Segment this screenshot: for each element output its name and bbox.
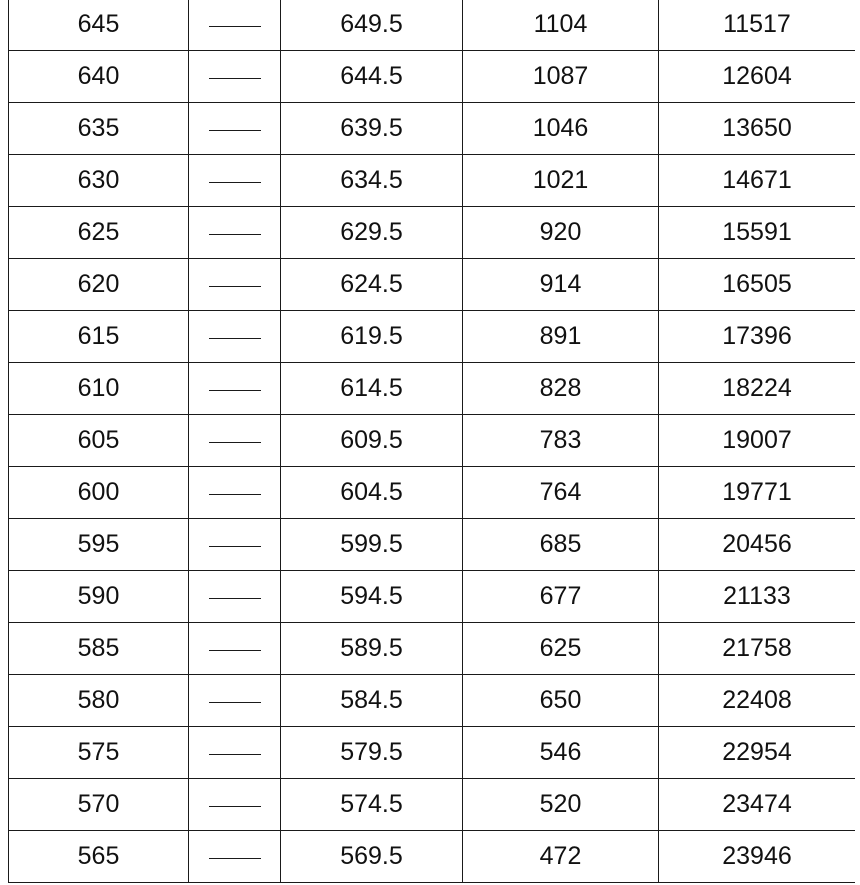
score-upper-cell	[281, 675, 463, 727]
cell-value: 644.5	[340, 62, 403, 90]
cell-value: 565	[77, 842, 120, 870]
count-cell	[463, 311, 659, 363]
count-cell	[463, 259, 659, 311]
score-lower-cell	[9, 51, 189, 103]
cell-value: 594.5	[340, 582, 403, 610]
cell-value: 914	[539, 270, 582, 298]
dash-text	[261, 584, 262, 585]
count-cell	[463, 51, 659, 103]
score-upper-cell	[281, 363, 463, 415]
range-dash-cell	[189, 571, 281, 623]
range-dash-cell	[189, 259, 281, 311]
cell-value: 639.5	[340, 114, 403, 142]
cumulative-count-cell	[659, 727, 856, 779]
score-lower-cell	[9, 623, 189, 675]
cell-value: 630	[77, 166, 120, 194]
cell-value: 604.5	[340, 478, 403, 506]
dash-text	[261, 324, 262, 325]
range-dash-cell	[189, 727, 281, 779]
dash-text	[261, 688, 262, 689]
score-lower-cell	[9, 831, 189, 883]
table-row	[9, 51, 856, 103]
score-upper-cell	[281, 571, 463, 623]
dash-text	[261, 428, 262, 429]
dash-line	[209, 26, 261, 27]
cumulative-count-cell	[659, 571, 856, 623]
cell-value: 19771	[722, 478, 792, 506]
count-cell	[463, 519, 659, 571]
range-dash-cell	[189, 467, 281, 519]
cumulative-count-cell	[659, 779, 856, 831]
score-upper-cell	[281, 831, 463, 883]
cumulative-count-cell	[659, 519, 856, 571]
count-cell	[463, 779, 659, 831]
cumulative-count-cell	[659, 415, 856, 467]
cell-value: 625	[77, 218, 120, 246]
cell-value: 21758	[722, 634, 792, 662]
table-row	[9, 571, 856, 623]
range-dash-cell	[189, 51, 281, 103]
score-lower-cell	[9, 415, 189, 467]
range-dash-cell	[189, 623, 281, 675]
cumulative-count-cell	[659, 363, 856, 415]
cumulative-count-cell	[659, 675, 856, 727]
range-dash-cell	[189, 103, 281, 155]
score-table-container	[8, 0, 855, 885]
cell-value: 570	[77, 790, 120, 818]
cell-value: 624.5	[340, 270, 403, 298]
range-dash-cell	[189, 155, 281, 207]
dash-text	[261, 740, 262, 741]
score-lower-cell	[9, 155, 189, 207]
score-distribution-table	[8, 0, 855, 883]
dash-line	[209, 754, 261, 755]
table-row	[9, 675, 856, 727]
cumulative-count-cell	[659, 51, 856, 103]
dash-line	[209, 286, 261, 287]
cumulative-count-cell	[659, 259, 856, 311]
cell-value: 23474	[722, 790, 792, 818]
cell-value: 764	[539, 478, 582, 506]
cell-value: 575	[77, 738, 120, 766]
range-dash-cell	[189, 311, 281, 363]
cell-value: 18224	[722, 374, 792, 402]
cell-value: 634.5	[340, 166, 403, 194]
cell-value: 15591	[722, 218, 792, 246]
cell-value: 16505	[722, 270, 792, 298]
cell-value: 22408	[722, 686, 792, 714]
cell-value: 11517	[723, 10, 791, 38]
cell-value: 17396	[722, 322, 792, 350]
score-lower-cell	[9, 311, 189, 363]
dash-line	[209, 338, 261, 339]
cell-value: 828	[539, 374, 582, 402]
cumulative-count-cell	[659, 311, 856, 363]
dash-line	[209, 858, 261, 859]
dash-line	[209, 806, 261, 807]
range-dash-cell	[189, 0, 281, 51]
cell-value: 891	[539, 322, 582, 350]
dash-line	[209, 494, 261, 495]
cell-value: 615	[77, 322, 120, 350]
table-row	[9, 519, 856, 571]
score-upper-cell	[281, 727, 463, 779]
dash-text	[261, 480, 262, 481]
cumulative-count-cell	[659, 103, 856, 155]
count-cell	[463, 155, 659, 207]
cell-value: 619.5	[340, 322, 403, 350]
cell-value: 12604	[722, 62, 792, 90]
dash-text	[261, 792, 262, 793]
count-cell	[463, 623, 659, 675]
count-cell	[463, 831, 659, 883]
cell-value: 22954	[722, 738, 792, 766]
table-row	[9, 779, 856, 831]
cell-value: 599.5	[340, 530, 403, 558]
score-lower-cell	[9, 779, 189, 831]
score-lower-cell	[9, 519, 189, 571]
dash-text	[261, 636, 262, 637]
score-lower-cell	[9, 103, 189, 155]
range-dash-cell	[189, 831, 281, 883]
table-row	[9, 467, 856, 519]
score-upper-cell	[281, 311, 463, 363]
cumulative-count-cell	[659, 207, 856, 259]
count-cell	[463, 467, 659, 519]
cell-value: 569.5	[340, 842, 403, 870]
cell-value: 13650	[722, 114, 792, 142]
cell-value: 585	[77, 634, 120, 662]
cell-value: 520	[539, 790, 582, 818]
range-dash-cell	[189, 415, 281, 467]
score-lower-cell	[9, 727, 189, 779]
count-cell	[463, 415, 659, 467]
score-upper-cell	[281, 779, 463, 831]
cell-value: 609.5	[340, 426, 403, 454]
score-lower-cell	[9, 259, 189, 311]
range-dash-cell	[189, 207, 281, 259]
cell-value: 625	[539, 634, 582, 662]
dash-text	[261, 376, 262, 377]
count-cell	[463, 675, 659, 727]
score-upper-cell	[281, 103, 463, 155]
score-lower-cell	[9, 207, 189, 259]
cumulative-count-cell	[659, 0, 856, 51]
score-upper-cell	[281, 207, 463, 259]
score-upper-cell	[281, 467, 463, 519]
table-row	[9, 415, 856, 467]
table-row	[9, 311, 856, 363]
score-lower-cell	[9, 467, 189, 519]
cell-value: 649.5	[340, 10, 403, 38]
table-row	[9, 207, 856, 259]
dash-text	[261, 220, 262, 221]
cell-value: 546	[539, 738, 582, 766]
range-dash-cell	[189, 363, 281, 415]
cumulative-count-cell	[659, 155, 856, 207]
cell-value: 472	[539, 842, 582, 870]
score-lower-cell	[9, 363, 189, 415]
dash-line	[209, 702, 261, 703]
cell-value: 589.5	[340, 634, 403, 662]
cell-value: 21133	[723, 582, 791, 610]
dash-line	[209, 442, 261, 443]
score-upper-cell	[281, 155, 463, 207]
cell-value: 14671	[722, 166, 792, 194]
dash-text	[261, 844, 262, 845]
cell-value: 640	[77, 62, 120, 90]
dash-text	[261, 116, 262, 117]
dash-text	[261, 272, 262, 273]
cell-value: 920	[539, 218, 582, 246]
count-cell	[463, 727, 659, 779]
score-lower-cell	[9, 0, 189, 51]
cell-value: 600	[77, 478, 120, 506]
cell-value: 783	[539, 426, 582, 454]
cell-value: 605	[77, 426, 120, 454]
cell-value: 610	[77, 374, 120, 402]
dash-text	[261, 64, 262, 65]
cell-value: 635	[77, 114, 120, 142]
count-cell	[463, 0, 659, 51]
dash-text	[261, 168, 262, 169]
cell-value: 1087	[532, 62, 589, 90]
cell-value: 650	[539, 686, 582, 714]
table-row	[9, 363, 856, 415]
count-cell	[463, 103, 659, 155]
score-upper-cell	[281, 0, 463, 51]
table-row	[9, 831, 856, 883]
cell-value: 580	[77, 686, 120, 714]
count-cell	[463, 363, 659, 415]
cell-value: 19007	[722, 426, 792, 454]
cell-value: 685	[539, 530, 582, 558]
cell-value: 579.5	[340, 738, 403, 766]
cell-value: 1104	[533, 10, 588, 38]
score-lower-cell	[9, 571, 189, 623]
table-body	[9, 0, 856, 883]
table-row	[9, 259, 856, 311]
score-upper-cell	[281, 259, 463, 311]
cell-value: 645	[77, 10, 120, 38]
range-dash-cell	[189, 519, 281, 571]
dash-line	[209, 130, 261, 131]
dash-text	[261, 12, 262, 13]
dash-line	[209, 78, 261, 79]
score-upper-cell	[281, 519, 463, 571]
count-cell	[463, 571, 659, 623]
cell-value: 23946	[722, 842, 792, 870]
score-upper-cell	[281, 415, 463, 467]
count-cell	[463, 207, 659, 259]
score-upper-cell	[281, 623, 463, 675]
range-dash-cell	[189, 675, 281, 727]
table-row	[9, 623, 856, 675]
cumulative-count-cell	[659, 623, 856, 675]
cell-value: 584.5	[340, 686, 403, 714]
table-row	[9, 155, 856, 207]
score-lower-cell	[9, 675, 189, 727]
dash-line	[209, 234, 261, 235]
score-upper-cell	[281, 51, 463, 103]
dash-line	[209, 598, 261, 599]
dash-line	[209, 182, 261, 183]
table-row	[9, 103, 856, 155]
table-row	[9, 727, 856, 779]
cell-value: 620	[77, 270, 120, 298]
cumulative-count-cell	[659, 831, 856, 883]
dash-line	[209, 390, 261, 391]
dash-line	[209, 546, 261, 547]
cell-value: 1021	[532, 166, 589, 194]
dash-text	[261, 532, 262, 533]
cell-value: 614.5	[340, 374, 403, 402]
cell-value: 595	[77, 530, 120, 558]
cumulative-count-cell	[659, 467, 856, 519]
cell-value: 629.5	[340, 218, 403, 246]
cell-value: 20456	[722, 530, 792, 558]
cell-value: 1046	[532, 114, 589, 142]
range-dash-cell	[189, 779, 281, 831]
dash-line	[209, 650, 261, 651]
cell-value: 590	[77, 582, 120, 610]
cell-value: 677	[539, 582, 582, 610]
table-row	[9, 0, 856, 51]
cell-value: 574.5	[340, 790, 403, 818]
